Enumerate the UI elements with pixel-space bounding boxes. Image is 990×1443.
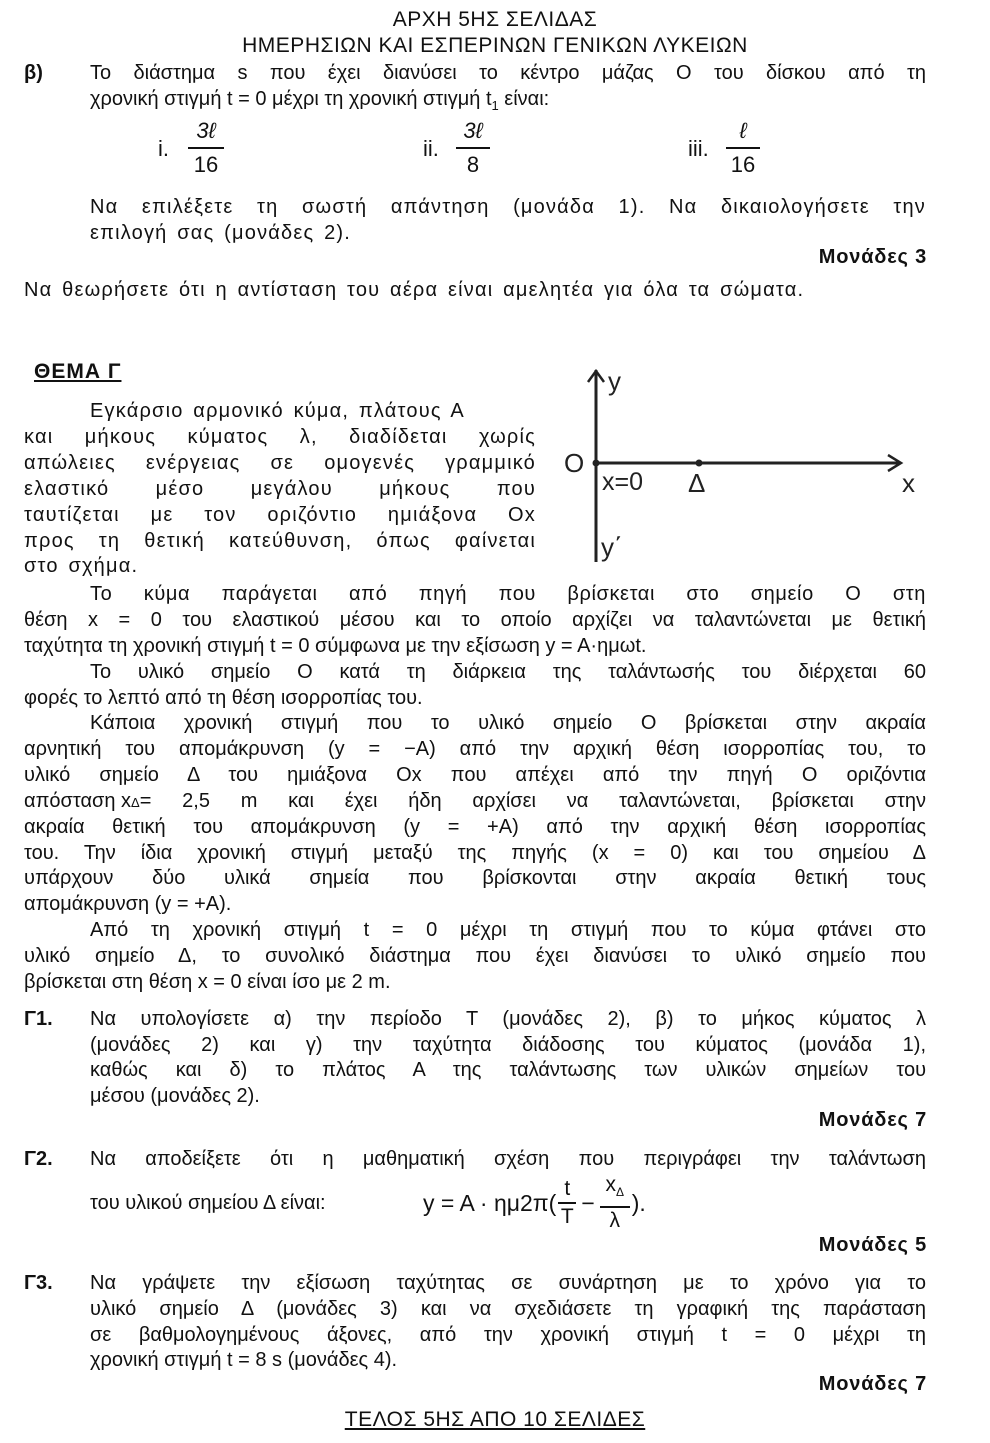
para3-line2: φορές το λεπτό από τη θέση ισορροπίας του.: [24, 687, 423, 709]
para4-line4-start: απόσταση x: [24, 790, 132, 812]
delta-point: [696, 460, 703, 467]
question-b-label: β): [24, 62, 43, 84]
para4-line6: του. Την ίδια χρονική στιγμή μεταξύ της πηγής (x = 0) και του σημείου Δ: [24, 842, 926, 864]
g2-marks: Μονάδες 5: [818, 1234, 927, 1256]
y-prime-label: y΄: [601, 532, 623, 562]
y-axis-label: y: [608, 366, 621, 396]
fraction-bar: [188, 147, 224, 149]
equation-lhs: y = A · ημ2π(: [423, 1189, 557, 1216]
option-i-denominator: 16: [193, 152, 219, 177]
x-delta-subscript: Δ: [131, 795, 140, 810]
wave-equation: [423, 1170, 646, 1236]
option-ii-fraction: [456, 118, 490, 178]
g1-line3: καθώς και δ) το πλάτος Α της ταλάντωσης των υλικών σημείων του: [90, 1059, 926, 1081]
page-header-line2: ΗΜΕΡΗΣΙΩΝ ΚΑΙ ΕΣΠΕΡΙΝΩΝ ΓΕΝΙΚΩΝ ΛΥΚΕΙΩΝ: [242, 34, 748, 57]
option-ii-label: ii.: [423, 136, 439, 161]
intro-line5: ταυτίζεται με τον οριζόντιο ημιάξονα Οx: [24, 504, 536, 526]
wave-axis-figure: [550, 360, 950, 580]
origin-label: O: [564, 448, 585, 478]
option-iii-denominator: 16: [730, 152, 756, 177]
equation-frac2: [600, 1172, 630, 1233]
g2-line1: Να αποδείξετε ότι η μαθηματική σχέση που περιγράφει την ταλάντωση: [90, 1148, 926, 1170]
option-ii-denominator: 8: [466, 152, 480, 177]
page-header-line1: ΑΡΧΗ 5ΗΣ ΣΕΛΙΔΑΣ: [392, 8, 598, 31]
para4-line4-end: = 2,5 m και έχει ήδη αρχίσει να ταλαντώνεται, βρίσκεται στην: [139, 790, 926, 812]
origin-point: [593, 460, 600, 467]
question-b-line2-end: είναι:: [498, 88, 550, 110]
option-i-label: i.: [158, 136, 169, 161]
frac2-denominator: λ: [609, 1208, 621, 1232]
para2-line1: Το κύμα παράγεται από πηγή που βρίσκεται στο σημείο Ο στη: [90, 583, 926, 605]
fraction-bar: [456, 147, 490, 149]
g1-line1: Να υπολογίσετε α) την περίοδο Τ (μονάδες 2), β) το μήκος κύματος λ: [90, 1008, 926, 1030]
g1-line4: μέσου (μονάδες 2).: [90, 1085, 260, 1107]
intro-line3: απώλειες ενέργειας σε ομογενές γραμμικό: [24, 452, 536, 474]
para4-line3: υλικό σημείο Δ του ημιάξονα Οx που απέχει από την πηγή Ο οριζόντια: [24, 764, 926, 786]
option-iii-label: iii.: [688, 136, 709, 161]
intro-line6: προς τη θετική κατεύθυνση, όπως φαίνεται: [24, 530, 536, 552]
instruction-line1: Να επιλέξετε τη σωστή απάντηση (μονάδα 1). Να δικαιολογήσετε την: [90, 196, 926, 218]
question-b-line1: Το διάστημα s που έχει διανύσει το κέντρο μάζας Ο του δίσκου από τη: [90, 62, 926, 84]
frac2-numerator-subscript: Δ: [616, 1185, 625, 1200]
g1-label: Γ1.: [24, 1008, 53, 1030]
option-i-fraction: [188, 118, 224, 178]
x-axis-label: x: [902, 468, 915, 498]
question-b-line2-text: χρονική στιγμή t = 0 μέχρι τη χρονική στιγμή t: [90, 88, 492, 110]
equation-minus: −: [581, 1189, 595, 1216]
intro-line2: και μήκους κύματος λ, διαδίδεται χωρίς: [24, 426, 536, 448]
para4-line2: αρνητική του απομάκρυνση (y = −A) από την αρχική θέση ισορροπίας του, το: [24, 738, 926, 760]
intro-line1: Εγκάρσιο αρμονικό κύμα, πλάτους Α: [90, 400, 465, 422]
para4-line1: Κάποια χρονική στιγμή που το υλικό σημείο Ο βρίσκεται στην ακραία: [90, 712, 926, 734]
t1-subscript: 1: [491, 98, 499, 113]
g3-line2: υλικό σημείο Δ (μονάδες 3) και να σχεδιάσετε τη γραφική της παράσταση: [90, 1298, 926, 1320]
para2-line2: θέση x = 0 του ελαστικού μέσου και το οποίο αρχίζει να ταλαντώνεται με θετική: [24, 609, 926, 631]
g3-marks: Μονάδες 7: [818, 1373, 927, 1395]
question-b-line2: [90, 86, 549, 119]
g3-line1: Να γράψετε την εξίσωση ταχύτητας σε συνάρτηση με το χρόνο για το: [90, 1272, 926, 1294]
instruction-line2: επιλογή σας (μονάδες 2).: [90, 222, 352, 244]
g1-line2: (μονάδες 2) και γ) την ταχύτητα διάδοσης του κύματος (μονάδα 1),: [90, 1034, 926, 1056]
para3-line1: Το υλικό σημείο Ο κατά τη διάρκεια της ταλάντωσής του διέρχεται 60: [90, 661, 926, 683]
frac1-numerator: t: [564, 1177, 571, 1200]
para4-line8: απομάκρυνση (y = +A).: [24, 893, 232, 915]
delta-point-label: Δ: [688, 468, 706, 498]
fraction-bar: [726, 147, 760, 149]
para5-line2: υλικό σημείο Δ, το συνολικό διάστημα που έχει διανύσει το υλικό σημείο που: [24, 945, 926, 967]
g3-line4: χρονική στιγμή t = 8 s (μονάδες 4).: [90, 1349, 398, 1371]
option-iii-fraction: [726, 118, 760, 178]
page-footer: ΤΕΛΟΣ 5ΗΣ ΑΠΟ 10 ΣΕΛΙΔΕΣ: [344, 1408, 646, 1431]
intro-line7: στο σχήμα.: [24, 555, 139, 577]
frac2-numerator-x: x: [605, 1173, 616, 1197]
para4-line5: ακραία θετική του απομάκρυνση (y = +A) από την αρχική θέση ισορροπίας: [24, 816, 926, 838]
frac1-denominator: T: [560, 1205, 574, 1228]
air-resistance-note: Να θεωρήσετε ότι η αντίσταση του αέρα είναι αμελητέα για όλα τα σώματα.: [24, 279, 805, 301]
equation-frac1: [558, 1176, 576, 1230]
g2-label: Γ2.: [24, 1148, 53, 1170]
option-iii-numerator: ℓ: [739, 118, 747, 143]
origin-position-label: x=0: [602, 468, 644, 496]
equation-close: ).: [631, 1189, 646, 1216]
option-ii-numerator: 3ℓ: [463, 118, 483, 143]
para5-line3: βρίσκεται στη θέση x = 0 είναι ίσο με 2 m.: [24, 971, 391, 993]
para5-line1: Από τη χρονική στιγμή t = 0 μέχρι τη στιγμή που το κύμα φτάνει στο: [90, 919, 926, 941]
para2-line3: ταχύτητα τη χρονική στιγμή t = 0 σύμφωνα με την εξίσωση y = A·ημωt.: [24, 635, 647, 657]
frac2-numerator: [606, 1172, 625, 1205]
para4-line7: υπάρχουν δύο υλικά σημεία που βρίσκονται στην ακραία θετική τους: [24, 867, 926, 889]
question-b-marks: Μονάδες 3: [818, 246, 927, 268]
option-i-numerator: 3ℓ: [196, 118, 216, 143]
g1-marks: Μονάδες 7: [818, 1109, 927, 1131]
theme-g-title: ΘΕΜΑ Γ: [34, 360, 122, 383]
g3-label: Γ3.: [24, 1272, 53, 1294]
intro-line4: ελαστικό μέσο μεγάλου μήκους που: [24, 478, 536, 500]
g2-line2-prefix: του υλικού σημείου Δ είναι:: [90, 1192, 326, 1214]
g3-line3: σε βαθμολογημένους άξονες, από την χρονική στιγμή t = 0 μέχρι τη: [90, 1324, 926, 1346]
